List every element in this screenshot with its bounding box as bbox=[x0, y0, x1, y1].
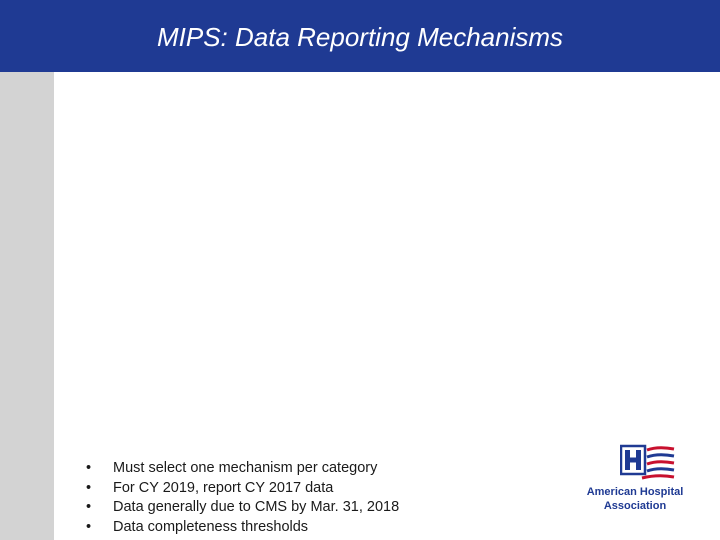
bullet-marker: • bbox=[86, 518, 92, 535]
aha-logo-icon bbox=[620, 444, 676, 482]
bullet-text: Must select one mechanism per category bbox=[113, 460, 378, 476]
bullet-text: Data generally due to CMS by Mar. 31, 2018 bbox=[113, 499, 400, 515]
aha-logo-wordmark bbox=[570, 485, 700, 513]
side-accent-bar bbox=[0, 72, 54, 540]
bullet-marker: • bbox=[86, 499, 92, 515]
bullet-marker: • bbox=[86, 460, 92, 476]
bullet-text: Data completeness thresholds bbox=[113, 518, 309, 535]
title-banner bbox=[0, 0, 720, 72]
slide-title: MIPS: Data Reporting Mechanisms bbox=[156, 22, 564, 52]
aha-logo bbox=[570, 444, 700, 518]
bullet-marker: • bbox=[86, 479, 92, 496]
bullet-text: For CY 2019, report CY 2017 data bbox=[113, 479, 334, 496]
logo-line-1: American Hospital bbox=[586, 486, 684, 498]
logo-line-2: Association bbox=[603, 500, 667, 512]
